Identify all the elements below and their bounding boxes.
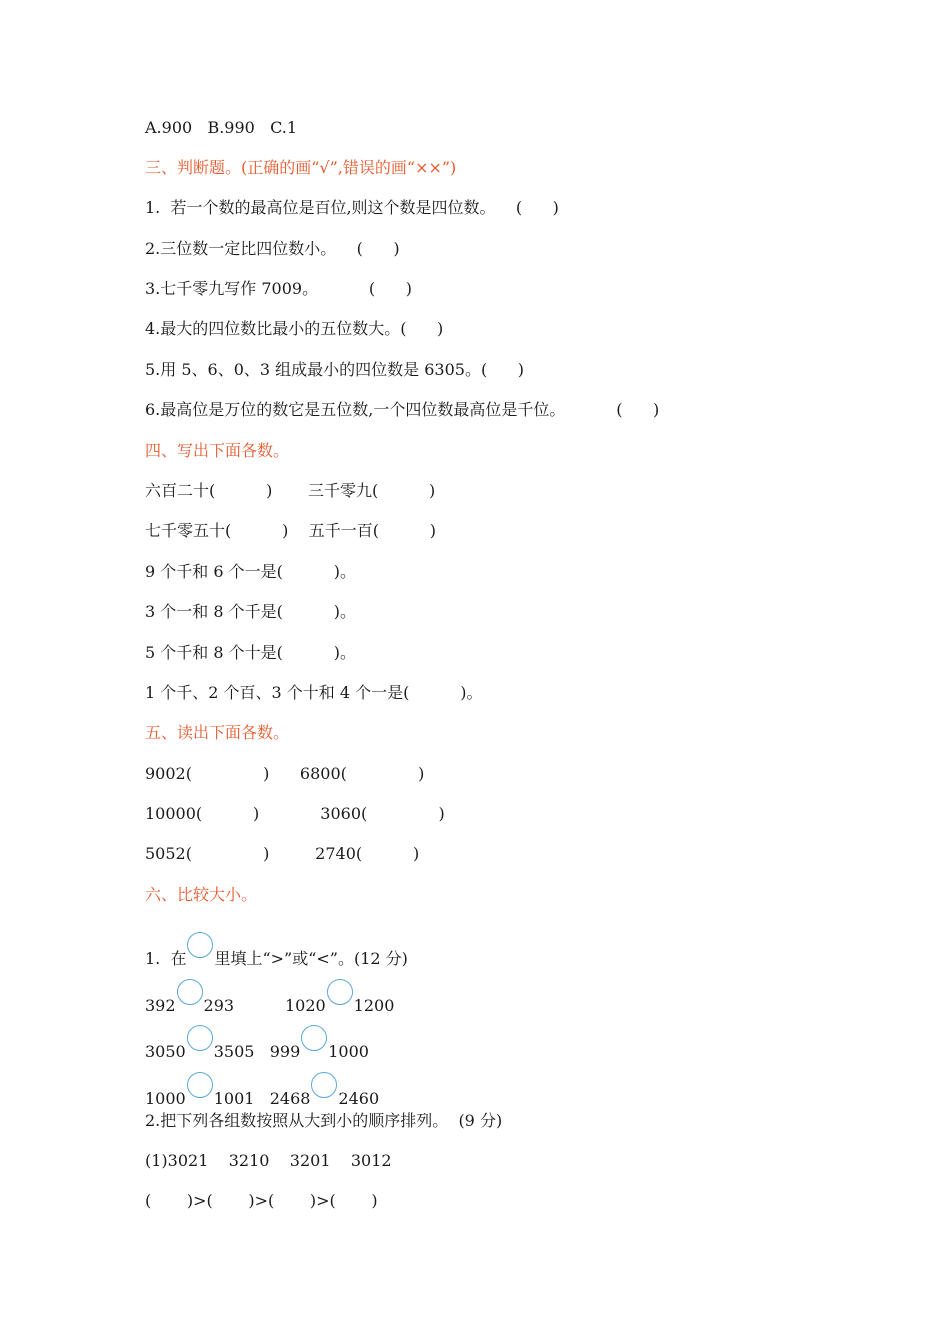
read-item-1: 9002( ) 6800( ): [145, 764, 425, 783]
compare-right-number: 2460: [338, 1089, 380, 1108]
compare-gap: [254, 1042, 269, 1061]
compare-instruction-suffix: 里填上“>”或“<”。(12 分): [214, 949, 408, 968]
section3-title: 三、判断题。(正确的画“√”,错误的画“××”): [145, 158, 457, 177]
compare-right-number: 1200: [353, 996, 395, 1015]
compare-right-number: 293: [203, 996, 235, 1015]
order-numbers: (1)3021 3210 3201 3012: [145, 1151, 392, 1170]
section4-title: 四、写出下面各数。: [145, 441, 290, 460]
circle-icon[interactable]: [187, 1025, 213, 1051]
write-item-4: 3 个一和 8 个千是( )。: [145, 602, 356, 621]
compare-left-number: 2468: [269, 1089, 311, 1108]
write-item-1: 六百二十( ) 三千零九( ): [145, 481, 436, 500]
compare-left-number: 1020: [284, 996, 326, 1015]
circle-icon[interactable]: [177, 979, 203, 1005]
compare-right-number: 1000: [328, 1042, 369, 1061]
compare-row-2: [145, 1025, 369, 1063]
compare-instruction: [145, 932, 408, 970]
judge-item-2: 2.三位数一定比四位数小。 ( ): [145, 239, 400, 258]
section6-title: 六、比较大小。: [145, 885, 258, 904]
judge-item-3: 3.七千零九写作 7009。 ( ): [145, 279, 412, 298]
compare-gap: [234, 996, 285, 1015]
read-item-3: 5052( ) 2740( ): [145, 844, 420, 863]
write-item-3: 9 个千和 6 个一是( )。: [145, 562, 356, 581]
circle-icon[interactable]: [327, 979, 353, 1005]
compare-left-number: 3050: [145, 1042, 186, 1061]
judge-item-1: 1. 若一个数的最高位是百位,则这个数是四位数。 ( ): [145, 198, 559, 217]
section5-title: 五、读出下面各数。: [145, 723, 290, 742]
compare-right-number: 1001: [213, 1089, 255, 1108]
write-item-2: 七千零五十( ) 五千一百( ): [145, 521, 437, 540]
order-blanks: ( )>( )>( )>( ): [145, 1191, 378, 1210]
compare-left-number: 999: [269, 1042, 301, 1061]
circle-icon: [187, 932, 213, 958]
circle-icon[interactable]: [301, 1025, 327, 1051]
circle-icon[interactable]: [187, 1072, 213, 1098]
compare-row-3: [145, 1072, 379, 1110]
write-item-6: 1 个千、2 个百、3 个十和 4 个一是( )。: [145, 683, 483, 702]
judge-item-6: 6.最高位是万位的数它是五位数,一个四位数最高位是千位。 ( ): [145, 400, 660, 419]
compare-row-1: [145, 979, 394, 1017]
compare-instruction-prefix: 1. 在: [145, 949, 187, 968]
write-item-5: 5 个千和 8 个十是( )。: [145, 643, 356, 662]
compare-left-number: 1000: [145, 1089, 186, 1108]
read-item-2: 10000( ) 3060( ): [145, 804, 445, 823]
compare-left-number: 392: [145, 996, 176, 1015]
compare-gap: [254, 1089, 269, 1108]
judge-item-4: 4.最大的四位数比最小的五位数大。( ): [145, 319, 444, 338]
circle-icon[interactable]: [311, 1072, 337, 1098]
compare-right-number: 3505: [213, 1042, 255, 1061]
options-line: A.900 B.990 C.1: [145, 118, 298, 137]
judge-item-5: 5.用 5、6、0、3 组成最小的四位数是 6305。( ): [145, 360, 524, 379]
order-instruction: 2.把下列各组数按照从大到小的顺序排列。 (9 分): [145, 1111, 503, 1130]
